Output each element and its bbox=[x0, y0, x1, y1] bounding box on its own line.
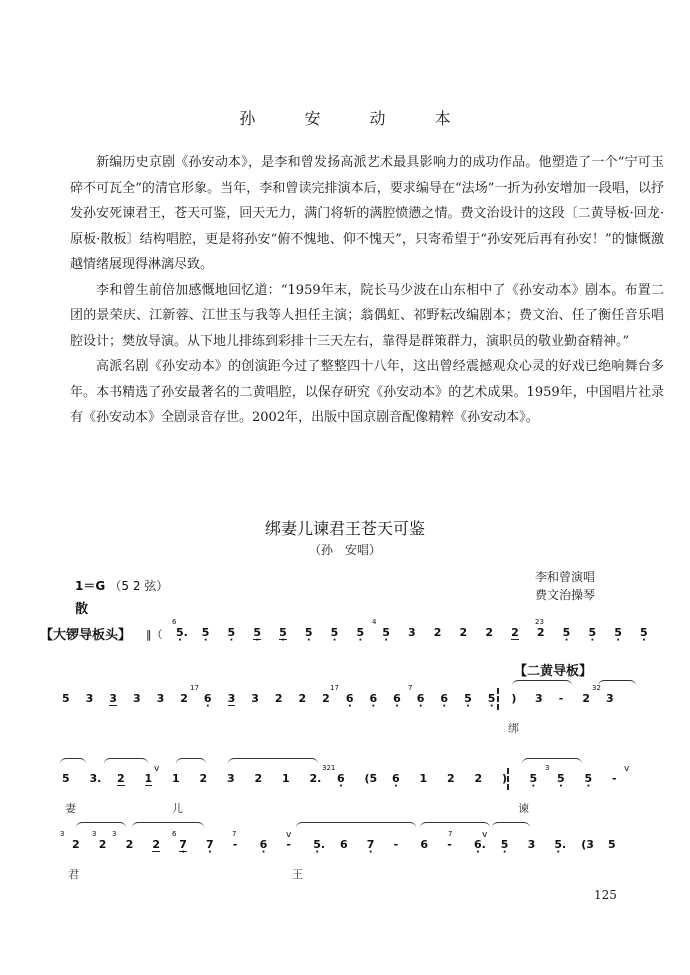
jianpu-note: 2 bbox=[274, 692, 283, 705]
jianpu-note: 2. bbox=[309, 772, 322, 785]
jianpu-note: 2 bbox=[254, 772, 263, 785]
lyric: 妻 bbox=[65, 802, 76, 815]
jianpu-note: 2 bbox=[199, 772, 208, 785]
jianpu-note: 3 bbox=[606, 692, 614, 705]
jianpu-note: 7 · bbox=[206, 838, 214, 851]
paragraph-1: 新编历史京剧《孙安动本》，是李和曾发扬高派艺术最具影响力的成功作品。他塑造了一个“宁可玉碎不可瓦全”的清官形象。当年，李和曾读完排演本后，要求编导在“法场”一折为孙安增加一段唱，以抒发孙安死谏君王，苍天可鉴，回天无力，满门将斩的满腔愤懑之情。费文治设计的这段〔二黄导板·回龙·原板·散板〕结构唱腔，更是将孙安“俯不愧地、仰不愧天”，只寄希望于“孙安死后再有孙安！”的慷慨激越情绪展现得淋漓尽致。 bbox=[70, 155, 664, 272]
jianpu-note: 5 · bbox=[228, 626, 236, 639]
singer-credit: 李和曾演唱 bbox=[535, 570, 596, 584]
jianpu-note: 2 bbox=[98, 838, 107, 851]
jianpu-note: 5 · bbox=[305, 626, 313, 639]
grace-note: 321 bbox=[322, 764, 336, 772]
key-value: 1＝G bbox=[75, 579, 106, 593]
jianpu-note: 2 bbox=[433, 626, 442, 639]
slur bbox=[60, 758, 86, 765]
grace-note: 17 bbox=[330, 684, 339, 692]
jianpu-note: 2 bbox=[125, 838, 134, 851]
slur bbox=[296, 822, 416, 829]
jianpu-note: - bbox=[612, 772, 617, 785]
jianpu-note: 6 · bbox=[204, 692, 212, 705]
grace-note: 3 bbox=[92, 830, 97, 838]
section-label-daluo: 【大锣导板头】 bbox=[40, 628, 132, 643]
jianpu-note: 3 bbox=[535, 692, 543, 705]
jianpu-note: 2 bbox=[180, 692, 188, 705]
jianpu-note: 2 bbox=[298, 692, 307, 705]
slur bbox=[522, 758, 582, 765]
jianpu-note: ) bbox=[502, 772, 508, 785]
jianpu-note: 3 bbox=[85, 692, 94, 705]
jianpu-note: ) bbox=[511, 692, 517, 705]
breath-mark: v bbox=[624, 764, 630, 774]
grace-note: 7 bbox=[408, 684, 413, 692]
jianpu-note: 5 · bbox=[614, 626, 622, 639]
jianpu-note: 6 · bbox=[337, 772, 345, 785]
jianpu-note: - bbox=[393, 838, 399, 851]
jianpu-note: 5 · bbox=[253, 626, 261, 640]
paragraph-3: 高派名剧《孙安动本》的创演距今过了整整四十八年，这出曾经震撼观众心灵的好戏已绝响舞台多年。本书精选了孙安最著名的二黄唱腔，以保存研究《孙安动本》的艺术成果。1959年，中国唱片社录有《孙安动本》全剧录音存世。2002年，出版中国京剧音配像精粹《孙安动本》。 bbox=[70, 359, 664, 425]
jianpu-note: - bbox=[232, 838, 238, 851]
slur bbox=[104, 758, 148, 765]
dashed-barline bbox=[507, 768, 509, 790]
grace-note: 3 bbox=[545, 764, 550, 772]
jianpu-note: 3 bbox=[527, 838, 536, 851]
jianpu-note: - bbox=[558, 692, 564, 705]
score-line-3 bbox=[0, 764, 690, 815]
jianpu-note: 5 · bbox=[501, 838, 509, 851]
key-signature bbox=[75, 577, 168, 594]
jianpu-note: 5 · bbox=[202, 626, 210, 639]
grace-note: 7 bbox=[448, 830, 453, 838]
jianpu-note: (5 bbox=[364, 772, 378, 785]
slur bbox=[598, 680, 636, 687]
jianpu-note: 1 bbox=[172, 772, 180, 785]
jianpu-note: 2 bbox=[152, 838, 161, 851]
jianpu-note: 6 · bbox=[417, 692, 425, 705]
jianpu-note: 1 bbox=[419, 772, 428, 785]
jianpu-note: 3 bbox=[408, 626, 416, 639]
jianpu-note: 6 · bbox=[392, 772, 400, 785]
jianpu-note: 5 · bbox=[331, 626, 339, 639]
lyric: 儿 bbox=[172, 802, 183, 815]
grace-note: 32 bbox=[592, 684, 601, 692]
jianpu-note: 6 · bbox=[440, 692, 448, 705]
slur bbox=[492, 822, 530, 829]
jianpu-note: 2 bbox=[536, 626, 545, 639]
slur bbox=[76, 822, 126, 829]
grace-note: 4 bbox=[372, 618, 377, 626]
jianpu-note: 5. · bbox=[313, 838, 325, 851]
jianpu-note: 5 · bbox=[588, 626, 596, 639]
jianpu-note: 3. bbox=[89, 772, 102, 785]
section-label-erhuang: 【二黄导板】 bbox=[514, 664, 593, 679]
breath-mark: v bbox=[154, 764, 160, 774]
lyric: 君 bbox=[68, 868, 79, 881]
jianpu-note: 5 bbox=[608, 838, 616, 851]
song-subtitle: （孙 安唱） bbox=[308, 543, 381, 557]
jianpu-note: 5 bbox=[62, 772, 70, 785]
jianpu-note: 5 · bbox=[382, 626, 390, 639]
jianpu-note: 5 · bbox=[464, 692, 472, 705]
jianpu-note: 2 bbox=[447, 772, 455, 785]
breath-mark: v bbox=[482, 830, 488, 840]
score-line-4 bbox=[0, 830, 690, 881]
page-title: 孙 安 动 本 bbox=[239, 109, 473, 128]
performer-credits bbox=[535, 568, 595, 604]
jianpu-note: 3 bbox=[109, 692, 117, 705]
jianpu-note: 2 bbox=[474, 772, 483, 785]
jianpu-note: 7 · bbox=[367, 838, 375, 851]
jianpu-note: 3 bbox=[227, 692, 236, 705]
jianpu-note: 5. · bbox=[176, 626, 188, 639]
slur bbox=[512, 680, 572, 687]
jianpu-note: 5 · bbox=[488, 692, 496, 705]
page-number: 125 bbox=[594, 888, 617, 902]
jianpu-note: 3 bbox=[132, 692, 141, 705]
jianpu-note: 6 · bbox=[260, 838, 268, 851]
repeat-open: ‖（ bbox=[146, 628, 163, 641]
grace-note: 6 bbox=[172, 830, 177, 838]
grace-note: 17 bbox=[190, 684, 199, 692]
lyric: 王 bbox=[292, 868, 303, 881]
tempo-marking: 散 bbox=[75, 602, 89, 617]
jianpu-note: 2 bbox=[485, 626, 493, 639]
jianpu-note: 6 · bbox=[369, 692, 377, 705]
grace-note: 3 bbox=[60, 830, 65, 838]
slur bbox=[420, 822, 490, 829]
jianpu-note: 2 bbox=[322, 692, 330, 705]
jianpu-note: 5 · bbox=[530, 772, 538, 785]
score-line-1 bbox=[0, 618, 690, 648]
jianpu-note: 2 bbox=[511, 626, 519, 639]
jianpu-note: 7 · bbox=[179, 838, 187, 852]
jianpu-note: 2 bbox=[117, 772, 125, 785]
grace-note: 6 bbox=[172, 618, 177, 626]
breath-mark: v bbox=[286, 830, 292, 840]
grace-note: 23 bbox=[535, 618, 544, 626]
lyric: 谏 bbox=[518, 802, 529, 815]
paragraph-2: 李和曾生前倍加感慨地回忆道：“1959年末，院长马少波在山东相中了《孙安动本》剧本。布置二团的景荣庆、江新蓉、江世玉与我等人担任主演；翁偶虹、祁野耘改编剧本；费文治、任了衡任音乐唱腔设计；樊放导演。从下地儿排练到彩排十三天左右，靠得是群策群力，演职员的敬业勤奋精神。” bbox=[70, 282, 664, 349]
jianpu-note: 3 bbox=[156, 692, 165, 705]
jianpu-note: 5 · bbox=[563, 626, 571, 639]
jianpu-note: 5. · bbox=[554, 838, 566, 851]
jianpu-note: 5 bbox=[62, 692, 70, 705]
key-strings: （5 2 弦） bbox=[109, 579, 169, 593]
grace-note: 7 bbox=[232, 830, 237, 838]
song-title: 绑妻儿谏君王苍天可鉴 bbox=[264, 519, 425, 538]
jianpu-note: 5 · bbox=[585, 772, 593, 785]
jinghu-credit: 费文治操琴 bbox=[535, 588, 596, 602]
lyric: 绑 bbox=[508, 722, 519, 735]
jianpu-note: 6 bbox=[420, 838, 429, 851]
grace-note: 3 bbox=[112, 830, 117, 838]
jianpu-note: 6 · bbox=[393, 692, 401, 705]
jianpu-note: 2 bbox=[72, 838, 80, 851]
jianpu-note: 2 bbox=[459, 626, 468, 639]
jianpu-note: - bbox=[447, 838, 452, 851]
dashed-barline bbox=[497, 688, 499, 710]
jianpu-note: 6. · bbox=[474, 838, 486, 851]
slur bbox=[176, 758, 206, 765]
jianpu-note: 5 · bbox=[640, 626, 648, 639]
jianpu-note: 5 · bbox=[557, 772, 565, 785]
jianpu-note: 6 bbox=[340, 838, 348, 851]
jianpu-note: 1 bbox=[282, 772, 290, 785]
score-line-2 bbox=[0, 684, 690, 735]
jianpu-note: 6 · bbox=[346, 692, 354, 705]
jianpu-note: 5 · bbox=[356, 626, 364, 639]
article-body bbox=[70, 150, 664, 431]
jianpu-note: 3 bbox=[251, 692, 259, 705]
jianpu-note: 3 bbox=[227, 772, 235, 785]
slur bbox=[132, 822, 204, 829]
jianpu-note: 5 · bbox=[279, 626, 287, 640]
jianpu-note: - bbox=[286, 838, 291, 851]
jianpu-note: (3 bbox=[581, 838, 594, 851]
jianpu-note: 2 bbox=[582, 692, 590, 705]
slur bbox=[228, 758, 318, 765]
jianpu-note: 1 bbox=[144, 772, 153, 785]
